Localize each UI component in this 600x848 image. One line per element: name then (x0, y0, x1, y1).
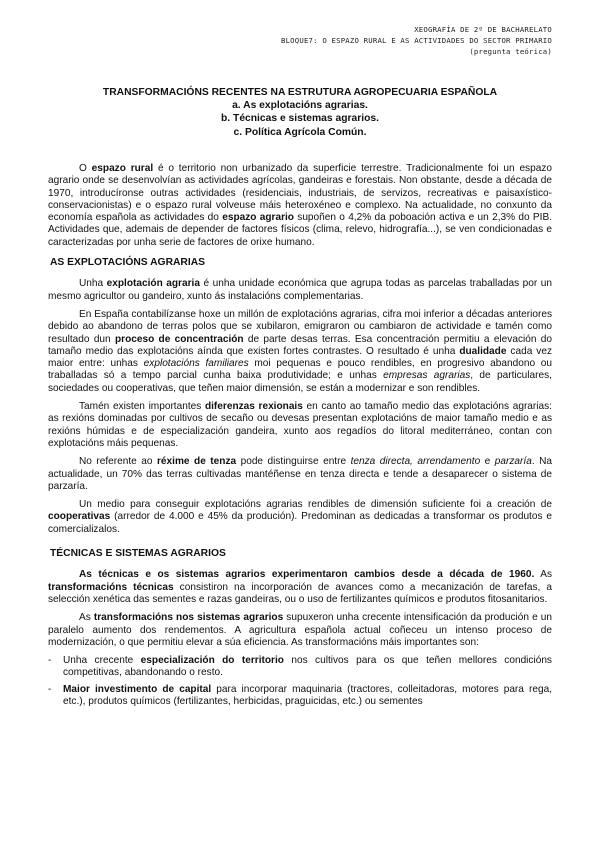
transformations-list (48, 655, 552, 708)
section-heading-tecnicas: TÉCNICAS E SISTEMAS AGRARIOS (50, 548, 226, 560)
title-item-a: a. As explotacións agrarias. (232, 100, 368, 112)
header-question-type: (pregunta teórica) (469, 47, 552, 56)
bullet-dash: - (48, 683, 52, 695)
document-title: TRANSFORMACIÓNS RECENTES NA ESTRUTURA AGROPECUARIA ESPAÑOLA (102, 87, 498, 98)
header-block: BLOQUE7: O ESPAZO RURAL E AS ACTIVIDADES DO SECTOR PRIMARIO (281, 36, 552, 45)
page-header (281, 24, 552, 57)
paragraph-sistemas-agrarios: As transformacións nos sistemas agrarios supuxeron unha crecente intensificación da produción e un paralelo aumento dos rendementos. A agricultura española actual coñeceu un intenso proceso de modernización, o que permitiu elevar a súa eficiencia. As transformacións máis importantes son: (48, 612, 553, 648)
paragraph-transformacions-tecnicas: As técnicas e os sistemas agrarios experimentaron cambios desde a década de 1960. As transformacións técnicas consistiron na incorporación de avances como a mecanización de tarefas, a selección xenética das sementes e razas gandeiras, ou o uso de fertilizantes químicos e produtos fitosanitarios. (48, 569, 553, 605)
title-item-b: b. Técnicas e sistemas agrarios. (221, 113, 379, 125)
bullet-dash: - (48, 655, 52, 667)
document-title-block (48, 86, 552, 139)
list-item: - Maior investimento de capital para incorporar maquinaria (tractores, colleitadoras, motores para rega, etc.), produtos químicos (fertilizantes, herbicidas, praguicidas, etc.) ou sementes (48, 683, 552, 707)
document-body (48, 163, 552, 712)
title-item-c: c. Política Agrícola Común. (233, 126, 367, 138)
paragraph-cooperativas: Un medio para conseguir explotacións agrarias rendibles de dimensión suficiente foi a creación de cooperativas (arredor de 4.000 e 45% da produción). Predominan as dedicadas a transformar os produtos e comercializalos. (48, 499, 552, 535)
list-item: - Unha crecente especialización do territorio nos cultivos para os que teñen mellores condicións competitivas, abandonando o resto. (48, 655, 552, 679)
paragraph-concentracion: En España contabilízanse hoxe un millón de explotacións agrarias, cifra moi inferior a décadas anteriores debido ao abandono de terras polos que se xubilaron, emigraron ou cambiaron de actividade e tamén como resultado dun proceso de concentración de parte desas terras. Esa concentración permitiu a elevación do tamaño medio das explotacións aínda que existen fortes contrastes. O resultado é unha dualidade cada vez maior entre: unhas explotacións familiares moi pequenas e pouco rendibles, en progresivo abandono ou traballadas só a tempo parcial cunha baixa produtividade; e unhas empresas agrarias, de particulares, sociedades ou cooperativas, que teñen maior dimensión, se están a modernizar e son rendibles. (48, 308, 553, 394)
section-heading-explotacions: AS EXPLOTACIÓNS AGRARIAS (50, 257, 206, 269)
paragraph-explotacion-definition: Unha explotación agraria é unha unidade económica que agrupa todas as parcelas traballadas por un mesmo agricultor ou gandeiro, xunto ás instalacións complementarias. (48, 278, 552, 302)
paragraph-diferenzas-rexionais: Tamén existen importantes diferenzas rexionais en canto ao tamaño medio das explotacións agrarias: as rexións dominadas por cultivos de secaño ou devesas presentan explotacións de maior tamaño medio e as rexións húmidas e de especialización gandeira, xunto aos regadíos do litoral mediterráneo, contan con explotacións máis pequenas. (48, 401, 552, 449)
header-course: XEOGRAFÍA DE 2º DE BACHARELATO (414, 25, 552, 34)
paragraph-rexime-tenza: No referente ao réxime de tenza pode distinguirse entre tenza directa, arrendamento e parzaría. Na actualidade, un 70% das terras cultivadas mantéñense en tenza directa e tende a desaparecer o sistema de parzaría. (48, 456, 553, 492)
intro-paragraph: O espazo rural é o territorio non urbanizado da superficie terrestre. Tradicionalmente foi un espazo agrario onde se desenvolvían as actividades agrícolas, gandeiras e forestais. Non obstante, desde a década de 1970, introducíronse outras actividades (residenciais, industriais, de servizos, recreativas e paisaxístico-conservacionistas) e o espazo rural volveuse máis heteroxéneo e complexo. Na actualidade, no conxunto da economía española as actividades do espazo agrario supoñen o 4,2% da poboación activa e un 2,3% do PIB. Actividades que, ademais de depender de factores físicos (clima, relevo, hidrografía...), se ven condicionadas e caracterizadas por unha serie de factores de orixe humano. (48, 163, 552, 248)
